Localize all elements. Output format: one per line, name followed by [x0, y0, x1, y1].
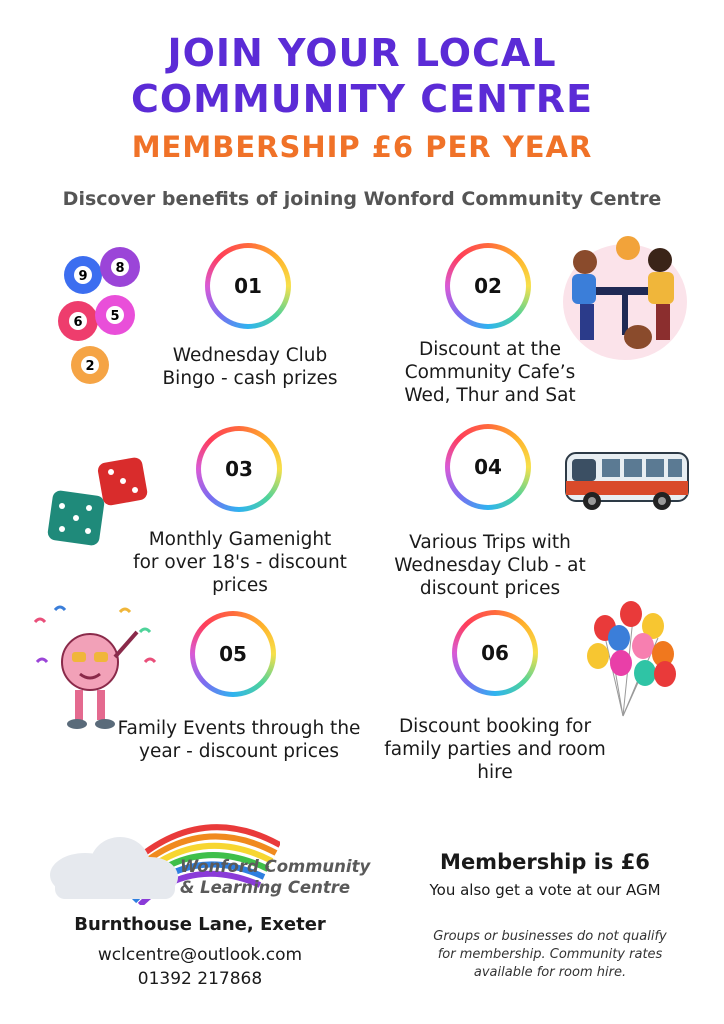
- benefit-line: year - discount prices: [139, 741, 339, 762]
- benefit-number: 05: [195, 616, 271, 692]
- benefit-line: Wednesday Club - at: [394, 555, 586, 576]
- benefit-1-text: [120, 344, 380, 390]
- benefit-number: 01: [210, 248, 286, 324]
- benefit-number-ring: [452, 610, 538, 696]
- bingo-ball-number: 2: [85, 359, 95, 374]
- note-line: available for room hire.: [473, 965, 627, 980]
- benefit-line: Discount at the: [419, 339, 561, 360]
- benefit-number: 03: [201, 431, 277, 507]
- benefit-3-text: [110, 528, 370, 597]
- intro-text: Discover benefits of joining Wonford Community Centre: [62, 188, 662, 210]
- email-link[interactable]: wclcentre@outlook.com: [97, 945, 303, 965]
- benefit-number: 04: [450, 429, 526, 505]
- benefit-number: 02: [450, 248, 526, 324]
- address: Burnthouse Lane, Exeter: [74, 914, 326, 935]
- benefit-number-ring: [196, 426, 282, 512]
- benefit-line: for over 18's - discount: [133, 552, 347, 573]
- agm-vote-text: You also get a vote at our AGM: [429, 881, 661, 899]
- dog-icon: [624, 325, 652, 349]
- benefit-line: Community Cafe’s: [404, 362, 576, 383]
- benefit-line: Wed, Thur and Sat: [404, 385, 576, 406]
- pin-icon: [616, 236, 640, 260]
- benefit-line: discount prices: [419, 578, 561, 599]
- benefit-line: Wednesday Club: [172, 345, 328, 366]
- benefit-6-text: [365, 715, 625, 784]
- benefit-number-ring: [205, 243, 291, 329]
- benefit-number: 06: [457, 615, 533, 691]
- benefit-line: Various Trips with: [409, 532, 571, 553]
- logo-text: [180, 856, 370, 898]
- title-line-2: COMMUNITY CENTRE: [130, 77, 594, 121]
- membership-note: [400, 928, 700, 982]
- benefit-5-text: [103, 717, 375, 763]
- benefit-line: Family Events through the: [117, 718, 361, 739]
- membership-box-title: Membership is £6: [440, 850, 650, 874]
- benefit-number-ring: [445, 243, 531, 329]
- bingo-ball-number: 8: [115, 261, 125, 276]
- benefit-4-text: [360, 531, 620, 600]
- benefit-2-text: [360, 338, 620, 407]
- benefit-line: hire: [477, 762, 513, 783]
- logo-line: Wonford Community: [180, 857, 371, 876]
- benefit-line: Monthly Gamenight: [148, 529, 332, 550]
- note-line: Groups or businesses do not qualify: [433, 929, 667, 944]
- phone-number[interactable]: 01392 217868: [137, 969, 263, 989]
- bingo-ball-number: 9: [78, 269, 88, 284]
- benefit-line: Discount booking for: [398, 716, 592, 737]
- benefit-number-ring: [190, 611, 276, 697]
- benefit-line: Bingo - cash prizes: [162, 368, 338, 389]
- title-line-1: JOIN YOUR LOCAL: [167, 31, 557, 75]
- benefit-number-ring: [445, 424, 531, 510]
- membership-heading: MEMBERSHIP £6 PER YEAR: [131, 130, 593, 164]
- bus-illustration: [562, 445, 692, 515]
- note-line: for membership. Community rates: [437, 947, 663, 962]
- balloons-illustration: [583, 598, 678, 728]
- logo-line: & Learning Centre: [180, 878, 351, 897]
- benefit-line: prices: [212, 575, 268, 596]
- benefit-line: family parties and room: [384, 739, 606, 760]
- bingo-ball-number: 5: [110, 309, 120, 324]
- bingo-ball-number: 6: [73, 315, 83, 330]
